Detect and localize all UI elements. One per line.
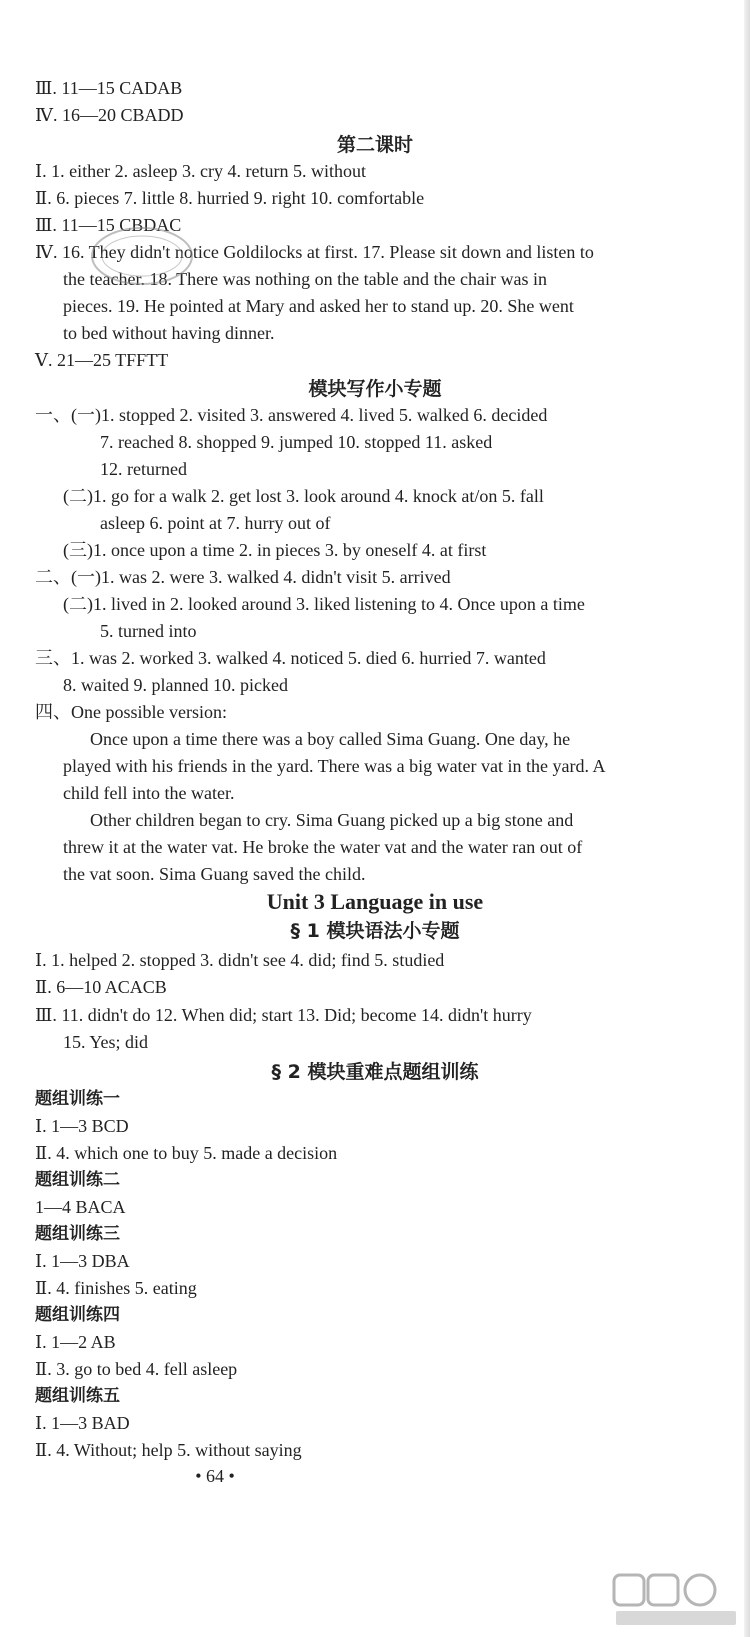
answer-line: 5. turned into: [100, 621, 197, 641]
answer-line: Ⅳ. 16—20 CBADD: [35, 105, 184, 125]
essay-line: threw it at the water vat. He broke the water vat and the water ran out of: [63, 837, 583, 857]
page-edge-shadow: [744, 0, 750, 1637]
answer-line: (二)1. lived in 2. looked around 3. liked listening to 4. Once upon a time: [63, 594, 585, 614]
group-title: 题组训练二: [35, 1170, 120, 1190]
answer-line: 15. Yes; did: [63, 1032, 149, 1052]
answer-line: Ⅰ. 1. either 2. asleep 3. cry 4. return 5. without: [35, 161, 367, 181]
answer-line: Ⅴ. 21—25 TFFTT: [35, 350, 169, 370]
answer-line: the teacher. 18. There was nothing on the table and the chair was in: [63, 269, 548, 289]
group-title: 题组训练五: [35, 1386, 120, 1406]
answer-line: Ⅰ. 1—3 DBA: [35, 1251, 130, 1271]
answer-line: 一、(一)1. stopped 2. visited 3. answered 4. lived 5. walked 6. decided: [35, 405, 548, 425]
answer-line: Ⅲ. 11—15 CBDAC: [35, 215, 182, 235]
essay-line: Other children began to cry. Sima Guang picked up a big stone and: [90, 810, 574, 830]
answer-line: 三、1. was 2. worked 3. walked 4. noticed 5. died 6. hurried 7. wanted: [35, 648, 546, 668]
group-title: 题组训练四: [35, 1305, 120, 1325]
essay-line: child fell into the water.: [63, 783, 235, 803]
answer-line: Ⅲ. 11—15 CADAB: [35, 78, 183, 98]
answer-line: 12. returned: [100, 459, 187, 479]
section-heading: 第二课时: [336, 134, 413, 156]
answer-line: 8. waited 9. planned 10. picked: [63, 675, 288, 695]
answer-line: Ⅰ. 1—2 AB: [35, 1332, 116, 1352]
answer-line: Ⅰ. 1—3 BAD: [35, 1413, 130, 1433]
stamp-watermark-icon: [88, 222, 196, 290]
answer-line: Ⅱ. 6—10 ACACB: [35, 977, 167, 997]
essay-line: played with his friends in the yard. There was a big water vat in the yard. A: [63, 756, 606, 776]
group-title: 题组训练三: [35, 1224, 120, 1244]
answer-line: Ⅰ. 1—3 BCD: [35, 1116, 129, 1136]
answer-line: asleep 6. point at 7. hurry out of: [100, 513, 331, 533]
answer-line: Ⅱ. 4. Without; help 5. without saying: [35, 1440, 302, 1460]
answer-line: Ⅱ. 4. finishes 5. eating: [35, 1278, 197, 1298]
section-heading: § 1 模块语法小专题: [290, 920, 460, 942]
section-heading: § 2 模块重难点题组训练: [271, 1061, 479, 1083]
unit-title: Unit 3 Language in use: [266, 889, 484, 914]
essay-line: Once upon a time there was a boy called Sima Guang. One day, he: [90, 729, 571, 749]
group-title: 题组训练一: [35, 1089, 120, 1109]
answer-line: 二、(一)1. was 2. were 3. walked 4. didn't visit 5. arrived: [35, 567, 451, 587]
answer-line: pieces. 19. He pointed at Mary and asked her to stand up. 20. She went: [63, 296, 574, 316]
site-logo-icon: [612, 1571, 742, 1631]
answer-line: to bed without having dinner.: [63, 323, 275, 343]
answer-line: 1—4 BACA: [35, 1197, 126, 1217]
page-number: • 64 •: [195, 1466, 235, 1486]
answer-line: 四、One possible version:: [35, 702, 227, 722]
answer-line: 7. reached 8. shopped 9. jumped 10. stopped 11. asked: [100, 432, 493, 452]
answer-line: Ⅳ. 16. They didn't notice Goldilocks at first. 17. Please sit down and listen to: [35, 242, 594, 262]
answer-line: Ⅱ. 4. which one to buy 5. made a decision: [35, 1143, 338, 1163]
section-heading: 模块写作小专题: [308, 378, 442, 400]
answer-line: (三)1. once upon a time 2. in pieces 3. by oneself 4. at first: [63, 540, 487, 560]
answer-line: Ⅱ. 6. pieces 7. little 8. hurried 9. right 10. comfortable: [35, 188, 425, 208]
essay-line: the vat soon. Sima Guang saved the child.: [63, 864, 366, 884]
answer-line: Ⅱ. 3. go to bed 4. fell asleep: [35, 1359, 238, 1379]
answer-line: Ⅲ. 11. didn't do 12. When did; start 13. Did; become 14. didn't hurry: [35, 1005, 532, 1025]
answer-line: Ⅰ. 1. helped 2. stopped 3. didn't see 4. did; find 5. studied: [35, 950, 445, 970]
answer-line: (二)1. go for a walk 2. get lost 3. look around 4. knock at/on 5. fall: [63, 486, 544, 506]
